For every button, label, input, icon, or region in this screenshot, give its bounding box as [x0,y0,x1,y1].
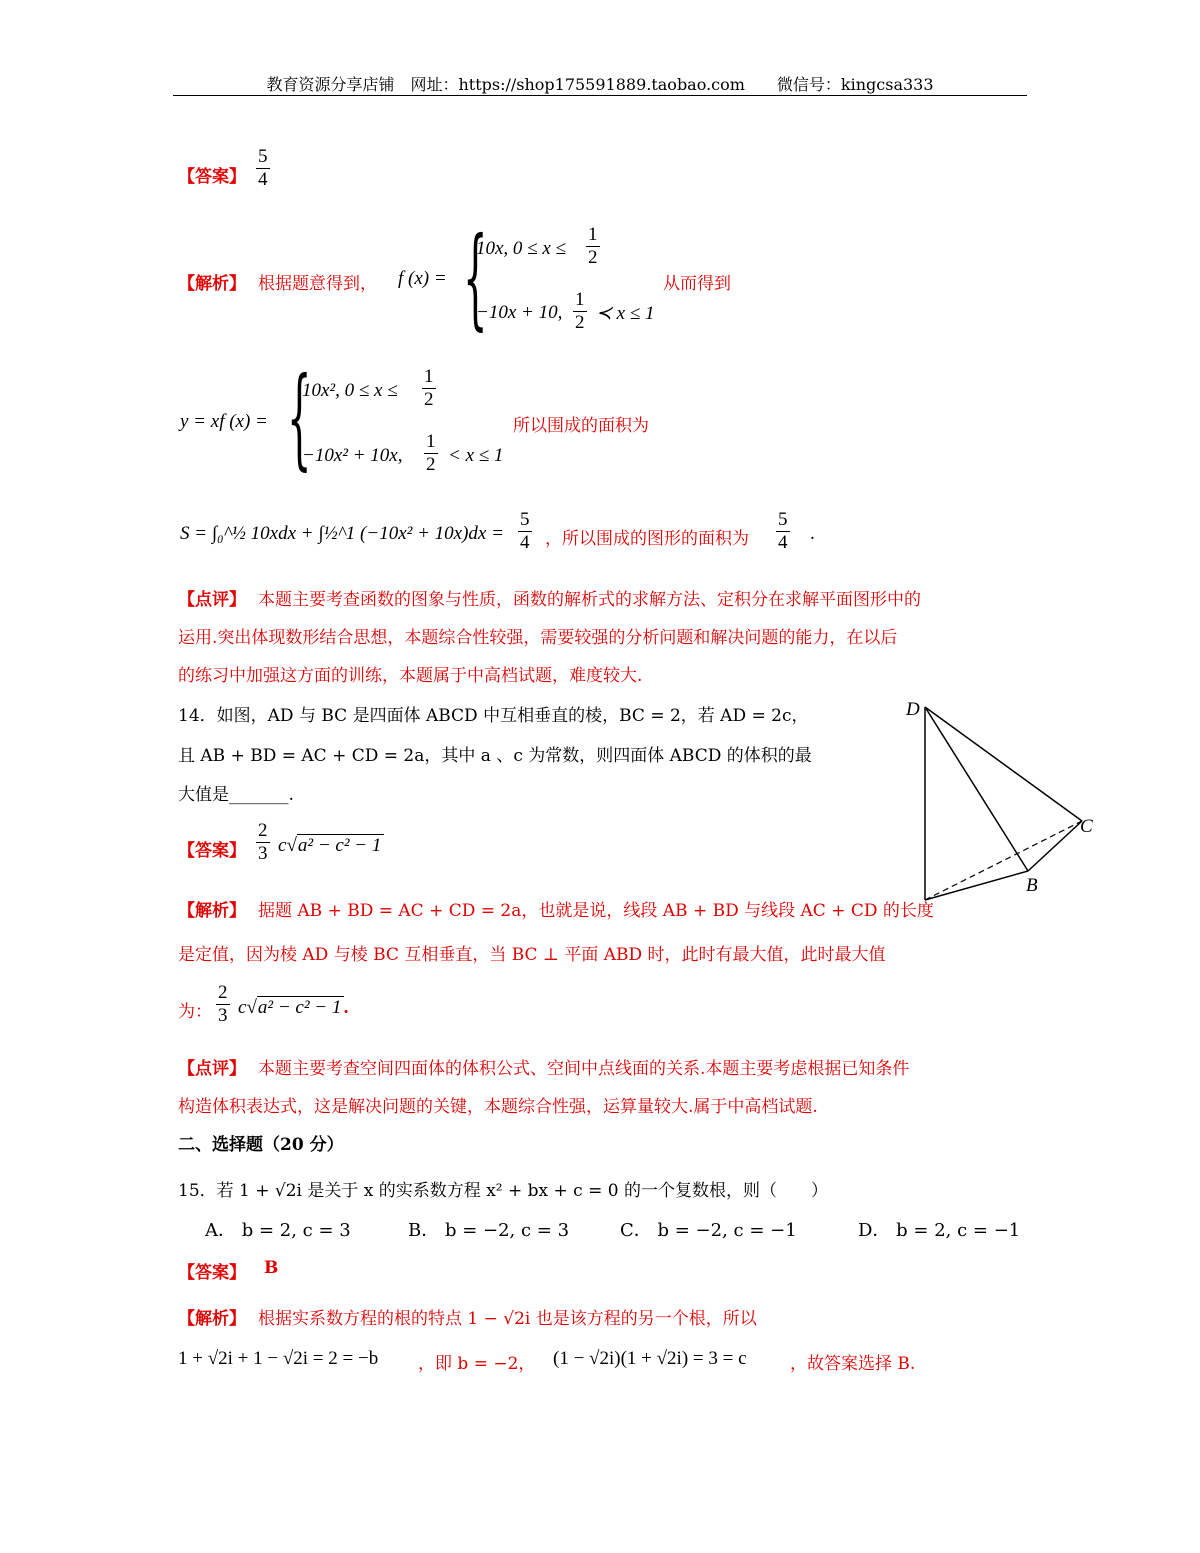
q15-answer-value: B [264,1258,279,1278]
q14-analysis-num: 2 [218,982,228,1003]
q14-analysis-sqrt: a² − c² − 1 [257,996,344,1019]
q15-answer-tag: 【答案】 [178,1263,246,1283]
q13-case1-frac [586,224,600,269]
q14-stem-line3: 大值是_______. [178,785,294,805]
q15-analysis-l2-d: ，故答案选择 B. [790,1354,916,1374]
q13-ycase1-den: 2 [424,389,434,410]
q13-answer-tag: 【答案】 [178,167,246,187]
q13-ycase2-den: 2 [426,454,436,475]
q13-s-text: ，所以围成的图形的面积为 [545,529,749,549]
q13-ycase1: 10x², 0 ≤ x ≤ [302,380,398,401]
q13-s-expr: S = ∫₀^½ 10xdx + ∫½^1 (−10x² + 10x)dx = [180,523,504,544]
q14-comment-l2: 构造体积表达式，这是解决问题的关键，本题综合性强，运算量较大.属于中高档试题. [178,1097,818,1117]
q13-analysis-lead: 根据题意得到， [258,274,377,294]
tetrahedron-figure [900,695,1110,915]
q15-option-d: D． b = 2, c = −1 [858,1220,1021,1241]
q14-answer-sqrt: a² − c² − 1 [297,834,384,857]
q13-answer-fraction [256,146,270,191]
q13-comment-l2: 运用.突出体现数形结合思想，本题综合性较强，需要较强的分析问题和解决问题的能力，在以后 [178,628,898,648]
q14-answer-den: 3 [258,843,268,864]
q13-s-den: 4 [520,532,530,553]
q13-case1-num: 1 [588,224,598,245]
fig-label-c: C [1080,816,1093,837]
q13-case2-a: −10x + 10, [476,302,563,323]
q14-analysis-end: . [344,997,350,1018]
q13-analysis-tag: 【解析】 [178,274,246,294]
q13-comment-l1: 本题主要考查函数的图象与性质，函数的解析式的求解方法、定积分在求解平面图形中的 [258,590,921,610]
q15-option-c: C． b = −2, c = −1 [620,1220,797,1241]
q14-analysis-l3-lead: 为： [178,1002,212,1022]
q13-comment-l3: 的练习中加强这方面的训练，本题属于中高档试题，难度较大. [178,666,643,686]
q15-option-a: A． b = 2, c = 3 [205,1220,351,1241]
q13-fx-label: f (x) = [398,268,447,289]
q13-case1: 10x, 0 ≤ x ≤ [476,238,566,259]
q14-stem-line1: 14．如图，AD 与 BC 是四面体 ABCD 中互相垂直的棱，BC = 2，若 AD = 2c， [178,706,809,726]
q15-analysis-l1: 根据实系数方程的根的特点 1 − √2i 也是该方程的另一个根，所以 [258,1309,757,1329]
q14-analysis-l2: 是定值，因为棱 AD 与棱 BC 互相垂直，当 BC ⊥ 平面 ABD 时，此时有最大值，此时最大值 [178,945,886,965]
q15-analysis-l2-a: 1 + √2i + 1 − √2i = 2 = −b [178,1348,379,1369]
q13-fx-brace: { [463,213,488,341]
q13-ycase2-frac [424,431,438,476]
q14-answer-num: 2 [258,820,268,841]
fig-label-b: B [1026,875,1038,896]
q14-answer-c-text: c [278,835,287,856]
q13-case2-b: ≺ x ≤ 1 [596,303,655,324]
q13-case2-frac [573,289,587,334]
q13-cong-er: 从而得到 [663,274,731,294]
q14-comment-tag: 【点评】 [178,1059,246,1079]
q13-ycase2-a: −10x² + 10x, [302,445,403,466]
q14-comment-l1: 本题主要考查空间四面体的体积公式、空间中点线面的关系.本题主要考虑根据已知条件 [258,1059,910,1079]
section-2-title: 二、选择题（20 分） [178,1135,344,1155]
q13-ycase2-num: 1 [426,431,436,452]
header-rule [173,95,1027,96]
q13-y-brace: { [287,353,312,481]
q14-answer-tag: 【答案】 [178,841,246,861]
q13-s-end: . [810,523,815,544]
q15-analysis-tag: 【解析】 [178,1309,246,1329]
q15-analysis-l2-b: ，即 b = −2， [418,1354,536,1374]
q13-comment-tag: 【点评】 [178,590,246,610]
q13-s-num: 5 [520,509,530,530]
q15-analysis-l2-c: (1 − √2i)(1 + √2i) = 3 = c [553,1348,747,1369]
q14-analysis-l1: 据题 AB + BD = AC + CD = 2a，也就是说，线段 AB + BD 与线段 AC + CD 的长度 [258,901,934,921]
q14-analysis-frac [216,982,230,1027]
q13-case1-den: 2 [588,247,598,268]
q14-analysis-den: 3 [218,1005,228,1026]
q13-suoyi: 所以围成的面积为 [513,416,649,436]
q13-s-frac2 [776,509,790,554]
q13-case2-num: 1 [575,289,585,310]
q13-case2-den: 2 [575,312,585,333]
q13-ycase1-num: 1 [424,366,434,387]
q14-stem-line2: 且 AB + BD = AC + CD = 2a，其中 a 、c 为常数，则四面体 ABCD 的体积的最 [178,746,812,766]
q15-option-b: B． b = −2, c = 3 [408,1220,570,1241]
q13-ycase2-b: < x ≤ 1 [448,445,504,466]
q13-answer-den: 4 [258,169,268,190]
q13-ycase1-frac [422,366,436,411]
q13-s-den2: 4 [778,532,788,553]
q13-y-label: y = xf (x) = [180,411,268,432]
q15-stem: 15．若 1 + √2i 是关于 x 的实系数方程 x² + bx + c = 0 的一个复数根，则（ ） [178,1181,828,1201]
q14-analysis-tag: 【解析】 [178,901,246,921]
page-header: 教育资源分享店铺 网址：https://shop175591889.taobao.com 微信号：kingcsa333 [266,75,934,94]
q14-analysis-c: c [238,997,247,1018]
q14-answer-frac [256,820,270,865]
q13-s-frac [518,509,532,554]
fig-label-d: D [906,699,920,720]
q14-answer-c: c√a² − c² − 1 [278,834,384,857]
q13-s-num2: 5 [778,509,788,530]
q14-analysis-expr: c√a² − c² − 1 . [238,997,350,1018]
q13-answer-num: 5 [258,146,268,167]
